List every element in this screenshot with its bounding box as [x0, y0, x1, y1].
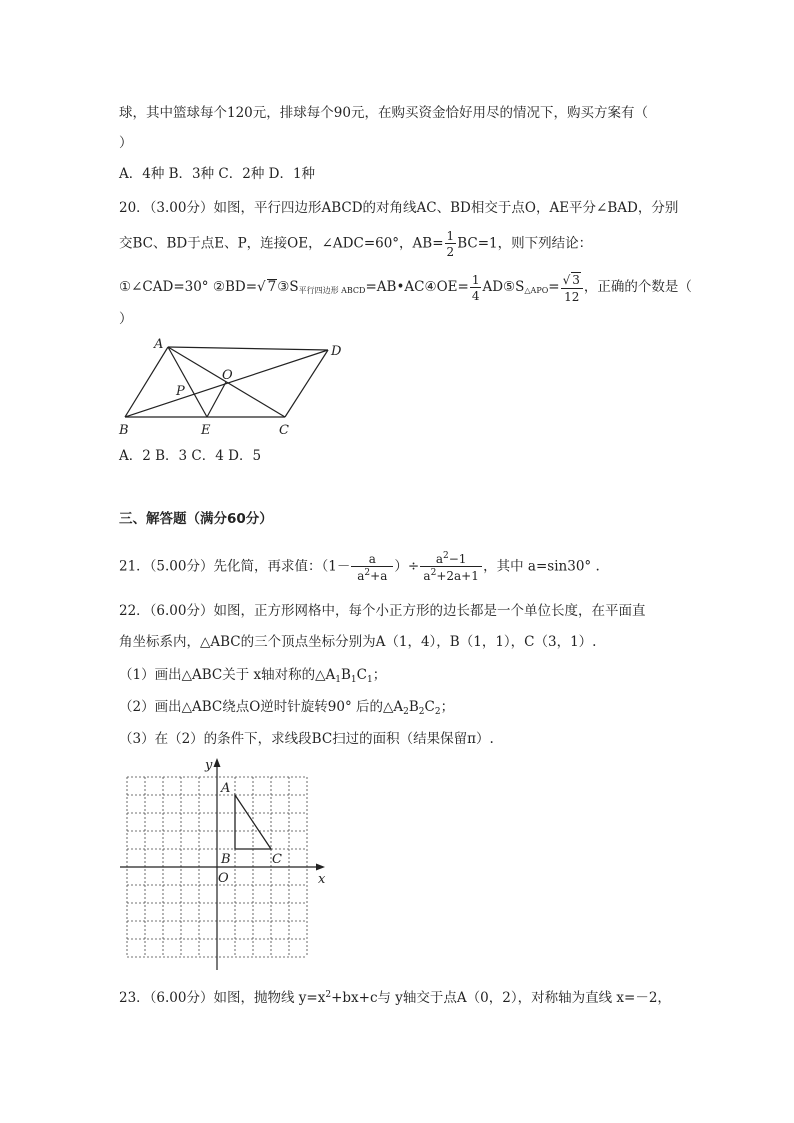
q21-frac1-den-exp: 2 [364, 567, 371, 578]
q21-text [119, 552, 600, 582]
q20-c5-sub: △APO [524, 286, 549, 295]
q20-c5-eq: = [548, 279, 560, 295]
q19-text-line1: 球，其中篮球每个120元，排球每个90元，在购买资金恰好用尽的情况下，购买方案有（ [119, 105, 648, 121]
coordinate-grid-figure [115, 755, 340, 970]
q22-part2 [119, 697, 454, 722]
q22-p2-s2: 2 [418, 707, 425, 717]
y-axis-arrow [214, 758, 221, 767]
label-d: D [331, 344, 342, 359]
q20-fraction-sqrt3-num [561, 272, 583, 289]
q22-text-line1: 22．（6.00分）如图，正方形网格中，每个小正方形的边长都是一个单位长度，在平面直 [119, 603, 646, 619]
q20-line2-pre: 交BC、BD于点E、P，连接OE，∠ADC=60°，AB= [119, 235, 444, 252]
q20-fraction-quarter-num: 1 [471, 272, 480, 287]
q20-fraction-half-num: 1 [446, 229, 455, 243]
q20-c1: ①∠CAD=30° ②BD= [119, 279, 258, 295]
q20-fraction-12-den: 12 [564, 290, 580, 304]
x-axis-arrow [316, 864, 325, 871]
q21-frac1-den-base: a [357, 568, 365, 583]
q20-c-end: ，正确的个数是（ [583, 279, 692, 295]
q20-c5-pre: AD⑤S [482, 279, 525, 295]
q21-frac2-num-base: a [435, 552, 443, 566]
q22-part3: （3）在（2）的条件下，求线段BC扫过的面积（结果保留π）. [119, 731, 494, 747]
q20-sqrt7: 7 [267, 279, 277, 295]
q23-exp: 2 [325, 990, 332, 1000]
label-p: P [176, 384, 185, 399]
q20-conclusions [119, 272, 692, 303]
q22-p2-b: B [408, 699, 419, 715]
q20-options: A．2 B．3 C．4 D．5 [119, 448, 262, 464]
q22-p2-pre: （2）画出△ABC绕点O逆时针旋转90° 后的△A [119, 699, 404, 715]
q19-text-line2: ） [119, 135, 133, 151]
q23-pre: 23．（6.00分）如图，抛物线 y=x [119, 990, 326, 1006]
q21-frac2-den-exp: 2 [430, 568, 437, 578]
q22-text-line2: 角坐标系内，△ABC的三个顶点坐标分别为A（1，4），B（1，1），C（3，1）. [119, 634, 597, 650]
q21-frac2-num-exp: 2 [443, 551, 449, 561]
q20-fraction-half-den: 2 [446, 245, 455, 259]
label-o: O [222, 368, 233, 383]
q20-c3-post: =AB•AC④OE= [365, 279, 469, 295]
segment-dc [285, 350, 328, 417]
q21-frac2-num-rest: −1 [448, 552, 467, 566]
q21-frac1-den-rest: +a [370, 568, 388, 583]
q21-mid: ）÷ [394, 558, 420, 575]
q22-p1-post: ； [372, 667, 387, 683]
vertex-label-c: C [272, 852, 282, 867]
q21-fraction1 [351, 553, 393, 582]
q20-fraction-quarter [470, 274, 482, 302]
segment-ae [168, 347, 207, 417]
q21-pre: 21．（5.00分）先化简，再求值：（1－ [119, 558, 351, 575]
q21-frac2-den-base: a [423, 569, 431, 583]
q22-p1-c: C [356, 667, 367, 683]
label-e: E [201, 423, 211, 438]
segment-ba [125, 347, 168, 417]
sqrt-symbol: √ [562, 273, 571, 287]
label-b: B [119, 423, 129, 438]
q21-frac1-num: a [351, 553, 393, 567]
q22-part1 [119, 665, 386, 690]
q22-p1-s3: 1 [367, 675, 373, 685]
q21-frac2-den-rest: +2a+1 [436, 569, 479, 583]
triangle-abc [235, 795, 271, 849]
section-title: 三、解答题（满分60分） [119, 511, 273, 527]
q22-p2-c: C [424, 699, 435, 715]
segment-ad [168, 347, 328, 350]
q22-p1-pre: （1）画出△ABC关于 x轴对称的△A [119, 667, 336, 683]
q23-post: +bx+c与 y轴交于点A（0，2），对称轴为直线 x=－2， [331, 990, 671, 1006]
q20-sqrt3: 3 [572, 273, 580, 287]
q20-text-line1: 20．（3.00分）如图，平行四边形ABCD的对角线AC、BD相交于点O，AE平分∠BAD，分别 [119, 200, 679, 216]
parallelogram-figure [110, 335, 350, 440]
q21-frac1-den [351, 567, 393, 582]
q21-frac2-den [420, 567, 482, 582]
vertex-label-b: B [221, 852, 231, 867]
q21-post: ，其中 a=sin30° . [483, 558, 600, 575]
origin-label: O [218, 871, 229, 886]
axis-label-y: y [205, 758, 213, 773]
q22-p1-s2: 1 [350, 675, 357, 685]
vertex-label-a: A [221, 781, 231, 796]
q22-p1-s1: 1 [335, 675, 341, 685]
q19-options: A．4种 B．3种 C．2种 D．1种 [119, 166, 316, 182]
q20-line2-post: BC=1，则下列结论： [457, 235, 593, 252]
q22-p2-s1: 2 [403, 707, 409, 717]
q22-p2-s3: 2 [434, 707, 441, 717]
q20-c3-sub: 平行四边形 ABCD [298, 286, 366, 295]
q22-p2-post: ； [440, 699, 455, 715]
q21-fraction2 [420, 552, 482, 582]
label-c: C [279, 423, 289, 438]
diagonal-bd [125, 350, 328, 417]
label-a: A [154, 337, 164, 352]
q22-p1-b: B [341, 667, 351, 683]
q20-fraction-half [445, 230, 457, 258]
q20-fraction-quarter-den: 4 [471, 288, 480, 303]
q23-text [119, 985, 671, 1008]
q20-text-line2 [119, 230, 592, 258]
q21-frac2-num [420, 552, 482, 567]
axis-label-x: x [318, 872, 326, 887]
q20-c3-pre: ③S [277, 279, 299, 295]
sqrt-symbol: √ [257, 279, 266, 295]
q20-fraction-sqrt3-12 [561, 272, 583, 303]
q20-text-line4: ） [119, 311, 133, 327]
